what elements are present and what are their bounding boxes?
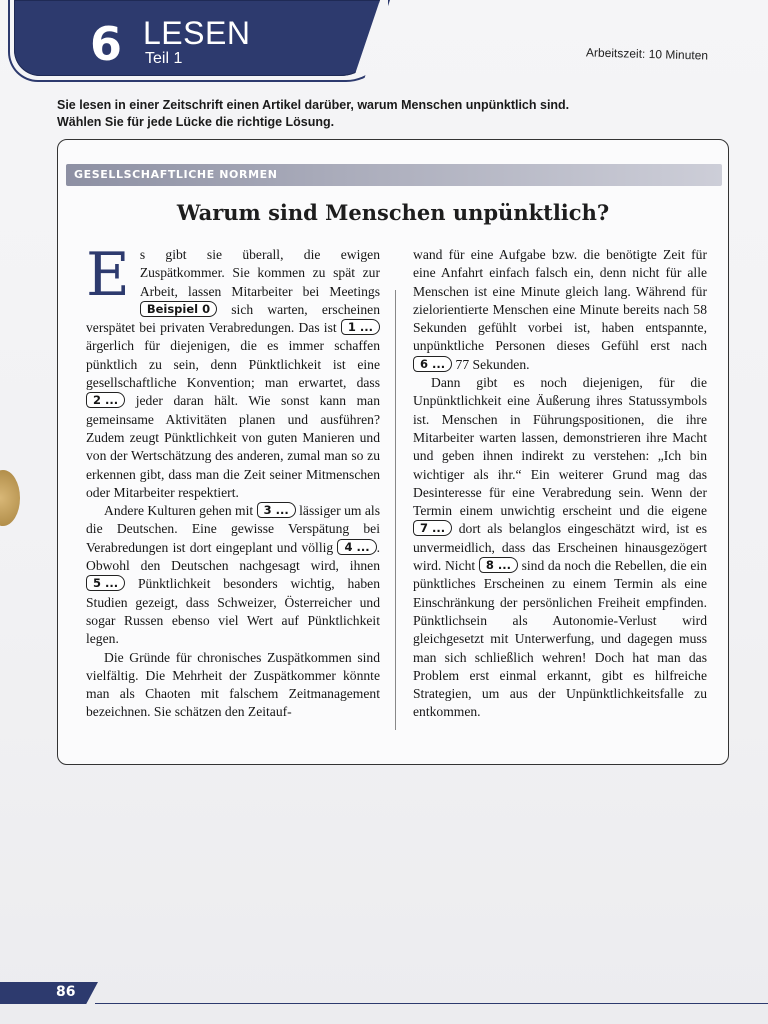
instruction-line-1: Sie lesen in einer Zeitschrift einen Artikel darüber, warum Menschen unpünktlich sind. <box>57 98 570 112</box>
gap-6[interactable]: 6 ... <box>413 356 452 372</box>
work-time: Arbeitszeit: 10 Minuten <box>585 45 709 63</box>
article-column-left <box>86 240 380 722</box>
section-part: Teil 1 <box>145 50 183 67</box>
gap-example-0: Beispiel 0 <box>140 301 217 317</box>
text: Pünktlichkeit besonders wichtig, haben Studien gezeigt, dass Schweizer, Österreicher und sogar Russen ebenso viel Wert auf Pünktlichkeit legen. <box>86 576 380 647</box>
gap-8[interactable]: 8 ... <box>479 557 518 573</box>
gap-5[interactable]: 5 ... <box>86 575 125 591</box>
gap-2[interactable]: 2 ... <box>86 392 125 408</box>
paragraph <box>86 649 380 722</box>
text: sind da noch die Rebellen, die ein pünktliches Erscheinen zu einem Termin als eine Einschränkung der persönlichen Freiheit empfinden. Pünktlichsein als Autonomie-Verlust wird gleichgesetzt mit Unterwerfung, und dagegen muss man sich schließlich wehren! Doch hat man das Problem erst einmal erkannt, gibt es hilfreiche Strategien, um aus der Unpünktlichkeitsfalle zu entkommen. <box>413 558 707 720</box>
text: lässiger um als die Deutschen. Eine gewisse Verspätung bei Verabredungen ist dort eingeplant und völlig <box>86 503 380 555</box>
text: ärgerlich für diejenigen, die es immer schaffen pünktlich zu sein, denn Pünktlichkeit ist eine gesellschaftliche Konvention; man erwartet, dass <box>86 338 380 391</box>
binder-ring <box>0 470 20 526</box>
paragraph <box>86 240 380 502</box>
text: s gibt sie überall, die ewigen Zuspätkommer. Sie kommen zu spät zur Arbeit, lassen Mitarbeiter bei Meetings <box>139 247 380 299</box>
paragraph <box>86 502 380 648</box>
gap-3[interactable]: 3 ... <box>257 502 296 518</box>
text: Die Gründe für chronisches Zuspätkommen sind vielfältig. Die Mehrheit der Zuspätkommer könnte man als Chaoten mit falschem Zeitmanagement bezeichnen. Sie schätzen den Zeitauf- <box>86 649 380 720</box>
category-label: GESELLSCHAFTLICHE NORMEN <box>74 168 278 181</box>
text: Dann gibt es noch diejenigen, für die Unpünktlichkeit eine Äußerung ihres Statussymbols ist. Menschen in Führungspositionen, die ihre Mitarbeiter warten lassen, demonstrieren ihre Macht und geben ihnen indirekt zu verstehen: „Ich bin wichtiger als ihr.“ Ein weiterer Grund mag das Desinteresse für eine Verabredung sein. Wenn der Termin einem unwichtig erscheint und die eigene <box>413 375 707 519</box>
task-instructions <box>57 97 697 131</box>
paragraph <box>413 374 707 722</box>
column-divider <box>395 290 396 730</box>
article-box <box>57 139 729 765</box>
text: 77 Sekunden. <box>455 356 530 372</box>
page-number: 86 <box>56 984 76 1000</box>
text: dort als belanglos eingeschätzt wird, ist es unvermeidlich, dass das Erscheinen hinausgezögert wird. Nicht <box>413 521 707 574</box>
drop-cap: E <box>86 240 130 310</box>
article-title: Warum sind Menschen unpünktlich? <box>176 200 610 225</box>
gap-4[interactable]: 4 ... <box>337 539 376 555</box>
text: Andere Kulturen gehen mit <box>104 503 254 519</box>
gap-7[interactable]: 7 ... <box>413 520 452 536</box>
instruction-line-2: Wählen Sie für jede Lücke die richtige Lösung. <box>57 115 335 129</box>
text: . Obwohl den Deutschen nachgesagt wird, ihnen <box>86 539 380 574</box>
text: jeder daran hält. Wie sonst kann man gemeinsame Aktivitäten planen und ausführen? Zudem zeugt Pünktlichkeit von guten Manieren und von der Wertschätzung des anderen, zumal man so zu erkennen gibt, dass man die Zeit seiner Mitmenschen oder Mitarbeiter respektiert. <box>86 393 380 500</box>
gap-1[interactable]: 1 ... <box>341 319 380 335</box>
paragraph <box>413 246 707 374</box>
text: wand für eine Aufgabe bzw. die benötigte Zeit für eine Anfahrt einfach falsch ein, denn nicht für alle Menschen ist eine Minute gleich lang. Während für zielorientierte Menschen eine Minute bereits nach 58 Sekunden gefühlt vorbei ist, haben entspannte, unpünktliche Personen dieses Gefühl erst nach <box>413 247 707 354</box>
footer-rule <box>95 1003 768 1004</box>
chapter-number: 6 <box>89 17 122 71</box>
page-number-tab <box>0 982 98 1004</box>
section-title: LESEN <box>143 15 251 51</box>
category-bar <box>66 164 722 186</box>
article-column-right <box>413 246 707 722</box>
text: sich warten, erscheinen verspätet bei privaten Verabredungen. Das ist <box>86 301 380 336</box>
